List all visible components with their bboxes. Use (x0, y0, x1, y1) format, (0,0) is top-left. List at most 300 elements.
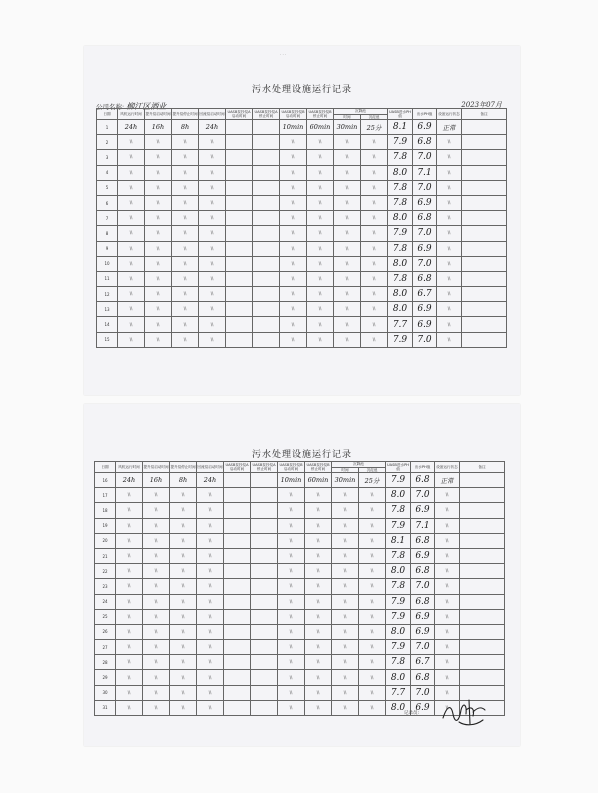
table-cell (462, 120, 507, 135)
table-cell: \\ (280, 211, 307, 226)
table-cell: 7.8 (386, 655, 411, 670)
table-cell: 7.0 (413, 150, 437, 165)
table-cell: \\ (278, 488, 305, 503)
table-cell: 2 (97, 135, 118, 150)
table-row (97, 271, 507, 286)
table-cell (251, 640, 278, 655)
table-row (97, 165, 507, 180)
column-header: UASB泵抄泵A启动时间 (225, 462, 249, 471)
table-cell: 8.0 (386, 564, 411, 579)
table-cell: \\ (170, 655, 197, 670)
table-cell: 24h (118, 120, 145, 135)
column-header: UASB泵抄泵A停止时间 (252, 462, 276, 471)
table-cell: \\ (334, 226, 361, 241)
table-cell: \\ (143, 609, 170, 624)
table-cell: \\ (143, 640, 170, 655)
table-cell: 24h (197, 473, 224, 488)
table-cell: 30min (334, 120, 361, 135)
table-cell: \\ (359, 624, 386, 639)
table-cell: \\ (435, 640, 460, 655)
table-cell: \\ (118, 332, 145, 347)
table-cell (253, 317, 280, 332)
table-cell (251, 564, 278, 579)
table-cell: 3 (97, 150, 118, 165)
table-cell: 7.0 (413, 256, 437, 271)
column-header: UASB泵抄泵B启动时间 (279, 462, 303, 471)
table-cell: \\ (118, 211, 145, 226)
table-cell: \\ (334, 180, 361, 195)
table-cell: \\ (307, 150, 334, 165)
table-cell: \\ (116, 670, 143, 685)
table-cell: \\ (435, 548, 460, 563)
table-cell (224, 685, 251, 700)
table-cell: \\ (143, 533, 170, 548)
table-cell: 7.1 (411, 518, 435, 533)
table-row (97, 195, 507, 210)
table-cell: \\ (170, 518, 197, 533)
table-cell: \\ (116, 564, 143, 579)
table-cell: \\ (116, 700, 143, 715)
table-cell: \\ (280, 302, 307, 317)
table-cell (253, 180, 280, 195)
table-cell: 7.9 (388, 332, 413, 347)
table-cell: 6.8 (411, 594, 435, 609)
table-cell: 6.9 (413, 195, 437, 210)
table-cell: \\ (437, 256, 462, 271)
table-cell (253, 150, 280, 165)
table-row (95, 655, 505, 670)
table-cell: \\ (118, 241, 145, 256)
table-cell: \\ (435, 503, 460, 518)
table-cell: \\ (435, 518, 460, 533)
table-cell: 7.9 (386, 594, 411, 609)
table-cell: \\ (143, 700, 170, 715)
column-header: UASB进水PH值 (387, 462, 409, 471)
table-cell: 7.8 (388, 241, 413, 256)
table-cell: 7.9 (386, 518, 411, 533)
table-cell: \\ (170, 609, 197, 624)
table-cell (251, 533, 278, 548)
table-cell: \\ (332, 594, 359, 609)
column-header: 沉降池 (332, 462, 386, 468)
table-cell: 14 (97, 317, 118, 332)
table-cell: 16h (145, 120, 172, 135)
log-table-2 (94, 461, 505, 716)
table-cell: \\ (307, 241, 334, 256)
table-cell: \\ (143, 579, 170, 594)
table-cell: \\ (197, 594, 224, 609)
table-cell (460, 518, 505, 533)
table-row (95, 579, 505, 594)
table-cell: 8.0 (386, 700, 411, 715)
table-cell: \\ (278, 640, 305, 655)
table-cell: \\ (145, 287, 172, 302)
table-row (95, 533, 505, 548)
table-cell: 7.8 (388, 180, 413, 195)
table-cell: \\ (332, 700, 359, 715)
table-cell: 6.7 (413, 287, 437, 302)
table-cell: \\ (305, 564, 332, 579)
table-cell: \\ (307, 287, 334, 302)
table-cell: \\ (435, 488, 460, 503)
table-cell: \\ (145, 256, 172, 271)
table-row (97, 302, 507, 317)
table-row (95, 670, 505, 685)
table-cell: \\ (116, 609, 143, 624)
table-cell: \\ (278, 670, 305, 685)
table-cell: \\ (197, 503, 224, 518)
table-cell: \\ (280, 256, 307, 271)
table-cell: 30min (332, 473, 359, 488)
table-row (97, 150, 507, 165)
table-cell: \\ (143, 548, 170, 563)
table-cell: \\ (332, 518, 359, 533)
table-cell: 6 (97, 195, 118, 210)
table-cell: \\ (305, 533, 332, 548)
table-cell (224, 609, 251, 624)
table-cell (460, 533, 505, 548)
table-cell: \\ (307, 332, 334, 347)
table-cell: 6.9 (411, 609, 435, 624)
table-cell: \\ (361, 287, 388, 302)
table-cell (460, 488, 505, 503)
table-cell: 19 (95, 518, 116, 533)
table-cell: 25分 (359, 473, 386, 488)
table-cell (251, 624, 278, 639)
table-cell: \\ (197, 518, 224, 533)
table-cell: \\ (116, 594, 143, 609)
table-cell: \\ (437, 150, 462, 165)
table-cell: \\ (435, 655, 460, 670)
table-cell: \\ (172, 135, 199, 150)
table-cell: 25 (95, 609, 116, 624)
table-cell: \\ (435, 594, 460, 609)
column-header: 设备运行状态 (437, 109, 462, 120)
table-cell: \\ (280, 195, 307, 210)
table-cell: \\ (305, 518, 332, 533)
table-cell: 24h (116, 473, 143, 488)
table-cell: 6.7 (411, 655, 435, 670)
table-cell: \\ (361, 317, 388, 332)
table-cell: \\ (334, 271, 361, 286)
scan-speckle: · · · (280, 52, 287, 57)
column-subheader: 沉淀池 (361, 114, 388, 120)
table-cell: \\ (359, 670, 386, 685)
table-cell: \\ (197, 548, 224, 563)
table-cell: \\ (359, 548, 386, 563)
table-cell: \\ (361, 165, 388, 180)
table-cell: \\ (170, 488, 197, 503)
table-cell: \\ (199, 287, 226, 302)
table-cell: \\ (280, 287, 307, 302)
table-cell: \\ (435, 670, 460, 685)
table-cell (226, 150, 253, 165)
table-cell: \\ (170, 503, 197, 518)
table-row (95, 624, 505, 639)
table-cell: \\ (199, 226, 226, 241)
table-cell: 1 (97, 120, 118, 135)
table-cell: 31 (95, 700, 116, 715)
table-cell: \\ (435, 700, 460, 715)
table-row (97, 317, 507, 332)
table-cell: \\ (437, 135, 462, 150)
table-cell: \\ (359, 609, 386, 624)
table-cell: 7.7 (386, 685, 411, 700)
table-body (97, 120, 507, 348)
table-cell: 27 (95, 640, 116, 655)
table-cell: 6.9 (413, 317, 437, 332)
table-cell: \\ (197, 609, 224, 624)
table-cell: \\ (334, 302, 361, 317)
table-cell: \\ (280, 271, 307, 286)
column-header: 回流泵启动时间 (197, 462, 224, 473)
column-header: 出水PH值 (413, 109, 437, 120)
table-cell (224, 700, 251, 715)
table-cell: 8.0 (388, 211, 413, 226)
table-cell: 7.0 (411, 640, 435, 655)
table-cell: \\ (145, 150, 172, 165)
table-cell: \\ (307, 165, 334, 180)
table-cell: \\ (307, 180, 334, 195)
table-cell: \\ (307, 302, 334, 317)
table-cell: \\ (172, 226, 199, 241)
table-cell (460, 640, 505, 655)
table-cell: \\ (307, 211, 334, 226)
table-cell (462, 180, 507, 195)
table-cell: 60min (305, 473, 332, 488)
table-cell (253, 211, 280, 226)
table-cell: 6.9 (413, 120, 437, 135)
table-cell (253, 135, 280, 150)
table-cell: \\ (278, 533, 305, 548)
table-cell: \\ (280, 150, 307, 165)
table-cell: \\ (307, 256, 334, 271)
table-cell: \\ (172, 317, 199, 332)
table-cell: \\ (305, 655, 332, 670)
table-cell: 6.9 (411, 700, 435, 715)
table-cell: 7.9 (386, 609, 411, 624)
table-cell (251, 685, 278, 700)
table-cell (226, 287, 253, 302)
table-cell: \\ (361, 150, 388, 165)
table-cell (462, 211, 507, 226)
table-cell: \\ (305, 488, 332, 503)
table-cell: \\ (435, 624, 460, 639)
table-cell: \\ (435, 685, 460, 700)
table-cell: \\ (116, 655, 143, 670)
table-cell: 8.1 (388, 120, 413, 135)
table-cell: \\ (143, 655, 170, 670)
table-cell: \\ (197, 624, 224, 639)
table-cell: 30 (95, 685, 116, 700)
table-cell: \\ (334, 195, 361, 210)
table-cell (460, 473, 505, 488)
table-cell: \\ (334, 165, 361, 180)
table-cell (251, 655, 278, 670)
handwritten-signature (439, 696, 489, 728)
table-cell: \\ (170, 700, 197, 715)
table-cell: \\ (116, 488, 143, 503)
table-cell: \\ (278, 503, 305, 518)
table-cell: \\ (307, 226, 334, 241)
table-cell (226, 302, 253, 317)
column-header: 提升泵停止时间 (170, 462, 197, 473)
table-cell: \\ (280, 332, 307, 347)
table-cell (226, 211, 253, 226)
table-cell: \\ (305, 503, 332, 518)
table-cell: 8.0 (386, 488, 411, 503)
recorder-label: 记录员: (404, 711, 420, 716)
table-cell: \\ (118, 287, 145, 302)
table-cell: \\ (435, 564, 460, 579)
table-cell: 25分 (361, 120, 388, 135)
table-cell: 12 (97, 287, 118, 302)
table-row (95, 594, 505, 609)
table-cell: \\ (116, 503, 143, 518)
table-cell: \\ (307, 195, 334, 210)
table-cell: \\ (361, 195, 388, 210)
table-cell: 13 (97, 302, 118, 317)
table-cell: \\ (361, 302, 388, 317)
column-header: UASB泵抄泵A启动时间 (227, 109, 251, 118)
table-cell: \\ (118, 226, 145, 241)
column-header: 风机运行时间 (116, 462, 143, 473)
table-cell: 7.0 (413, 226, 437, 241)
table-cell: \\ (145, 241, 172, 256)
table-cell (226, 332, 253, 347)
table-cell: 16h (143, 473, 170, 488)
table-cell: 11 (97, 271, 118, 286)
table-cell: \\ (361, 332, 388, 347)
table-cell: 7.1 (413, 165, 437, 180)
table-cell (253, 120, 280, 135)
table-cell (251, 594, 278, 609)
table-cell: 16 (95, 473, 116, 488)
table-cell: \\ (116, 685, 143, 700)
column-header: 日期 (97, 109, 118, 120)
table-cell: \\ (199, 241, 226, 256)
table-cell: \\ (332, 640, 359, 655)
log-sheet-2 (84, 404, 520, 746)
table-cell: \\ (199, 135, 226, 150)
column-header: 风机运行时间 (118, 109, 145, 120)
table-cell: 8.0 (386, 670, 411, 685)
table-cell: 7.0 (411, 579, 435, 594)
table-cell: \\ (172, 271, 199, 286)
table-cell: \\ (197, 700, 224, 715)
table-cell: \\ (145, 271, 172, 286)
table-cell: \\ (143, 564, 170, 579)
table-cell: 8.0 (388, 165, 413, 180)
table-cell: \\ (305, 685, 332, 700)
table-cell: \\ (278, 564, 305, 579)
table-cell (224, 655, 251, 670)
table-cell: \\ (437, 195, 462, 210)
table-cell (224, 473, 251, 488)
table-cell (224, 518, 251, 533)
sheet-2-title: 污水处理设施运行记录 (251, 450, 352, 460)
table-cell: \\ (359, 640, 386, 655)
table-row (97, 211, 507, 226)
table-cell (460, 655, 505, 670)
table-cell: 7.9 (386, 640, 411, 655)
company-label: 公司名称: (96, 103, 125, 111)
column-header: UASB进水PH值 (389, 109, 411, 118)
table-cell: \\ (307, 271, 334, 286)
table-cell: \\ (143, 685, 170, 700)
table-cell (226, 256, 253, 271)
table-cell: \\ (172, 241, 199, 256)
table-cell: 23 (95, 579, 116, 594)
table-cell (226, 271, 253, 286)
table-cell: \\ (197, 655, 224, 670)
column-header: UASB泵抄泵B停止时间 (306, 462, 330, 471)
table-cell: \\ (172, 256, 199, 271)
table-cell: \\ (116, 533, 143, 548)
table-cell (462, 287, 507, 302)
table-cell: 6.8 (413, 271, 437, 286)
table-cell: \\ (359, 579, 386, 594)
table-cell: \\ (170, 670, 197, 685)
table-cell (460, 624, 505, 639)
table-cell: 10min (280, 120, 307, 135)
table-row (95, 503, 505, 518)
table-cell: \\ (278, 579, 305, 594)
table-cell (251, 579, 278, 594)
table-row (95, 473, 505, 488)
table-cell: 18 (95, 503, 116, 518)
table-cell: \\ (361, 211, 388, 226)
table-cell: \\ (118, 180, 145, 195)
table-cell: 26 (95, 624, 116, 639)
table-cell: \\ (361, 256, 388, 271)
table-cell (251, 488, 278, 503)
table-cell (253, 165, 280, 180)
table-cell: 8.0 (388, 302, 413, 317)
table-cell: \\ (334, 135, 361, 150)
table-cell: \\ (278, 548, 305, 563)
table-cell: \\ (170, 685, 197, 700)
table-cell: \\ (305, 548, 332, 563)
table-cell (460, 609, 505, 624)
table-cell: \\ (116, 518, 143, 533)
table-cell (224, 548, 251, 563)
table-cell (460, 670, 505, 685)
table-cell: \\ (172, 165, 199, 180)
table-cell: \\ (199, 165, 226, 180)
table-cell (251, 700, 278, 715)
table-cell: 24 (95, 594, 116, 609)
column-header: UASB泵抄泵B停止时间 (308, 109, 332, 118)
table-cell: \\ (278, 700, 305, 715)
table-cell (460, 594, 505, 609)
table-cell: 22 (95, 564, 116, 579)
column-subheader: 时间 (332, 467, 359, 473)
table-cell: 7.8 (386, 579, 411, 594)
table-cell (224, 670, 251, 685)
table-cell: 24h (199, 120, 226, 135)
table-cell: 6.9 (413, 302, 437, 317)
table-cell (224, 624, 251, 639)
column-header: 出水PH值 (411, 462, 435, 473)
table-cell: \\ (170, 548, 197, 563)
table-cell: \\ (359, 488, 386, 503)
column-header: UASB泵抄泵A停止时间 (254, 109, 278, 118)
table-body (95, 473, 505, 716)
table-row (97, 180, 507, 195)
table-cell (224, 579, 251, 594)
table-cell (460, 503, 505, 518)
